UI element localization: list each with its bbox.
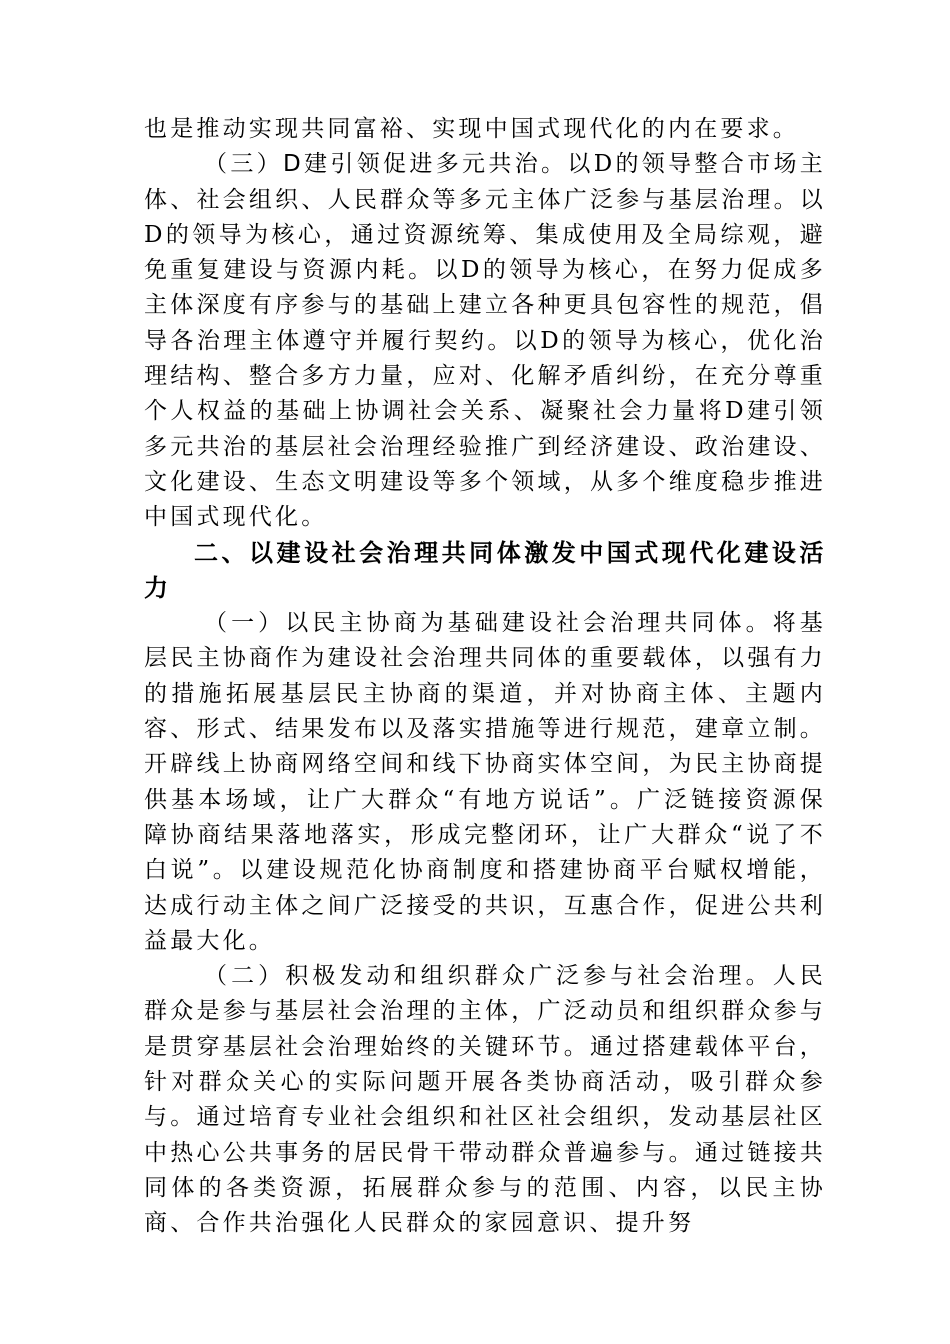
paragraph-text: 将基层民主协商作为建设社会治理共同体的重要载体，以强有力的措施拓展基层民主协商的渠道，并对协商主体、主题内容、形式、结果发布以及落实措施等进行规范，建章立制。开辟线上协商网络空间和线下协商实体空间，为民主协商提供基本场域，让广大群众“有地方说话”。广泛链接资源保障协商结果落地落实，形成完整闭环，让广大群众“说了不白说”。以建设规范化协商制度和搭建协商平台赋权增能，达成行动主体之间广泛接受的共识，互惠合作，促进公共利益最大化。 bbox=[144, 610, 827, 954]
document-page bbox=[144, 112, 826, 1242]
paragraph-text: 以D的领导整合市场主体、社会组织、人民群众等多元主体广泛参与基层治理。以D的领导为核心，通过资源统筹、集成使用及全局综观，避免重复建设与资源内耗。以D的领导为核心，在努力促成多主体深度有序参与的基础上建立各种更具包容性的规范，倡导各治理主体遵守并履行契约。以D的领导为核心，优化治理结构、整合多方力量，应对、化解矛盾纠纷，在充分尊重个人权益的基础上协调社会关系、凝聚社会力量将D建引领多元共治的基层社会治理经验推广到经济建设、政治建设、文化建设、生态文明建设等多个领域，从多个维度稳步推进中国式现代化。 bbox=[144, 151, 826, 531]
paragraph-subsection-2 bbox=[144, 959, 826, 1241]
paragraph-lead: （二）积极发动和组织群众广泛参与社会治理。 bbox=[204, 963, 773, 990]
section-heading: 二、以建设社会治理共同体激发中国式现代化建设活力 bbox=[144, 538, 826, 602]
paragraph-section-3 bbox=[144, 147, 826, 535]
paragraph-text: 也是推动实现共同富裕、实现中国式现代化的内在要求。 bbox=[144, 116, 799, 142]
paragraph-lead: （一）以民主协商为基础建设社会治理共同体。 bbox=[204, 610, 773, 637]
paragraph-text: 人民群众是参与基层社会治理的主体，广泛动员和组织群众参与是贯穿基层社会治理始终的关键环节。通过搭建载体平台，针对群众关心的实际问题开展各类协商活动，吸引群众参与。通过培育专业社会组织和社区社会组织，发动基层社区中热心公共事务的居民骨干带动群众普遍参与。通过链接共同体的各类资源，拓展群众参与的范围、内容，以民主协商、合作共治强化人民群众的家园意识、提升努 bbox=[144, 963, 827, 1237]
paragraph-lead: （三）D建引领促进多元共治。 bbox=[204, 151, 568, 178]
paragraph-continuation bbox=[144, 112, 826, 147]
paragraph-subsection-1 bbox=[144, 606, 826, 959]
